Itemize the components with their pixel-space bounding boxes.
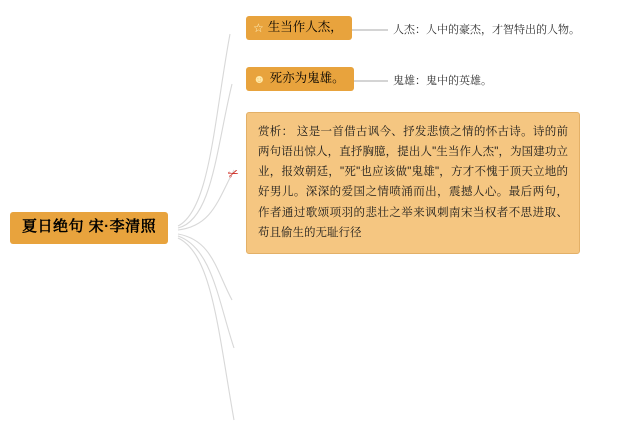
scissors-icon: ✂ [225, 164, 241, 183]
note-line-1: 人杰：人中的豪杰，才智特出的人物。 [393, 24, 580, 36]
root-node[interactable] [10, 212, 168, 244]
branch-node-line-1[interactable] [246, 16, 352, 40]
branch-node-line-2[interactable] [246, 67, 354, 91]
star-icon: ☆ [253, 20, 264, 35]
analysis-node[interactable] [246, 112, 580, 254]
smiley-icon: ☻ [253, 71, 266, 86]
analysis-text: 赏析： 这是一首借古讽今、抒发悲愤之情的怀古诗。诗的前两句语出惊人，直抒胸臆，提出人"生当作人杰"，为国建功立业，报效朝廷，"死"也应该做"鬼雄"，方才不愧于顶天立地的好男儿。深深的爱国之情喷涌而出，震撼人心。最后两句，作者通过歌颂项羽的悲壮之举来讽刺南宋当权者不思进取、苟且偷生的无耻行径 [258, 126, 568, 239]
root-node-label: 夏日绝句 宋·李清照 [22, 218, 157, 235]
branch-node-line-1-label: 生当作人杰， [267, 20, 343, 34]
note-line-2: 鬼雄：鬼中的英雄。 [393, 75, 492, 87]
branch-node-line-2-label: 死亦为鬼雄。 [269, 71, 345, 85]
